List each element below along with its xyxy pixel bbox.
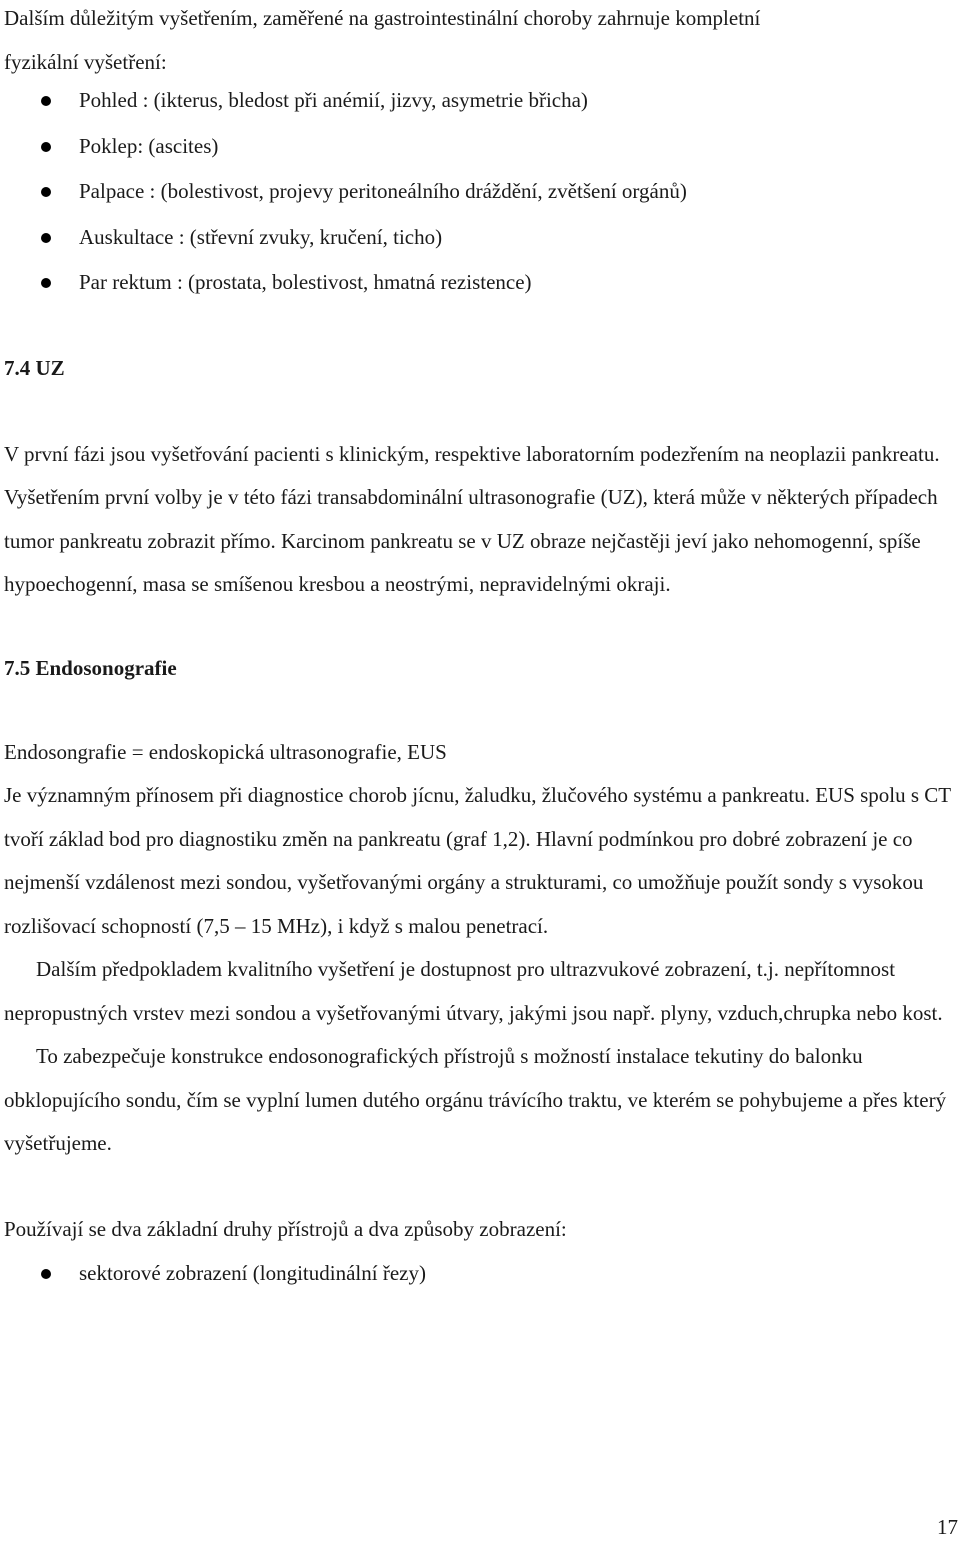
paragraph-eus-1: Je významným přínosem při diagnostice chorob jícnu, žaludku, žlučového systému a pankreatu. EUS spolu s CT tvoří základ bod pro diagnostiku změn na pankreatu (graf 1,2). Hlavní podmínkou pro dobré zobrazení je co nejmenší vzdálenost mezi sondou, vyšetřovanými orgány a strukturami, co umožňuje použít sondy s vysokou rozlišovací schopností (7,5 – 15 MHz), i když s malou penetrací. [4, 783, 951, 938]
list-item-text: Pohled : (ikterus, bledost při anémií, jizvy, asymetrie břicha) [79, 88, 588, 112]
display-list [4, 1251, 956, 1297]
exam-list [4, 78, 956, 306]
list-item-text: sektorové zobrazení (longitudinální řezy) [79, 1261, 426, 1285]
section-heading-eus: 7.5 Endosonografie [4, 655, 177, 680]
bullet-icon [41, 1269, 51, 1279]
list-item-text: Poklep: (ascites) [79, 133, 219, 158]
list-item-text: Par rektum : (prostata, bolestivost, hmatná rezistence) [79, 270, 532, 294]
list-item [4, 260, 956, 306]
paragraph-uz: V první fázi jsou vyšetřování pacienti s klinickým, respektive laboratorním podezřením na neoplazii pankreatu. Vyšetřením první volby je v této fázi transabdominální ultrasonografie (UZ), která může v některých případech tumor pankreatu zobrazit přímo. Karcinom pankreatu se v UZ obraze nejčastěji jeví jako nehomogenní, spíše hypoechogenní, masa se smíšenou kresbou a neostrými, nepravidelnými okraji. [4, 441, 940, 596]
intro-line-1: Dalším důležitým vyšetřením, zaměřené na gastrointestinální choroby zahrnuje kompletní [4, 6, 761, 30]
bullet-icon [41, 233, 51, 243]
intro-line-2: fyzikální vyšetření: [4, 50, 167, 74]
bullet-icon [41, 142, 51, 152]
paragraph-eus-4: Používají se dva základní druhy přístrojů a dva způsoby zobrazení: [4, 1216, 567, 1241]
eus-definition: Endosongrafie = endoskopická ultrasonografie, EUS [4, 739, 447, 764]
document-page [4, 0, 956, 1297]
list-item [4, 215, 956, 261]
list-item [4, 169, 956, 215]
bullet-icon [41, 187, 51, 197]
bullet-icon [41, 96, 51, 106]
list-item [4, 124, 956, 170]
paragraph-eus-2: Dalším předpokladem kvalitního vyšetření je dostupnost pro ultrazvukové zobrazení, t.j. nepřítomnost nepropustných vrstev mezi sondou a vyšetřovanými útvary, jakými jsou např. plyny, vzduch,chrupka nebo kost. [4, 957, 943, 1025]
list-item [4, 78, 956, 124]
list-item-text: Auskultace : (střevní zvuky, kručení, ticho) [79, 224, 443, 249]
list-item [4, 1251, 956, 1297]
list-item-text: Palpace : (bolestivost, projevy peritoneálního dráždění, zvětšení orgánů) [79, 179, 687, 203]
bullet-icon [41, 278, 51, 288]
page-number: 17 [937, 1515, 958, 1539]
paragraph-eus-3: To zabezpečuje konstrukce endosonografických přístrojů s možností instalace tekutiny do balonku obklopujícího sondu, čím se vyplní lumen dutého orgánu trávícího traktu, ve kterém se pohybujeme a přes který vyšetřujeme. [4, 1044, 947, 1155]
section-heading-uz: 7.4 UZ [4, 355, 65, 380]
